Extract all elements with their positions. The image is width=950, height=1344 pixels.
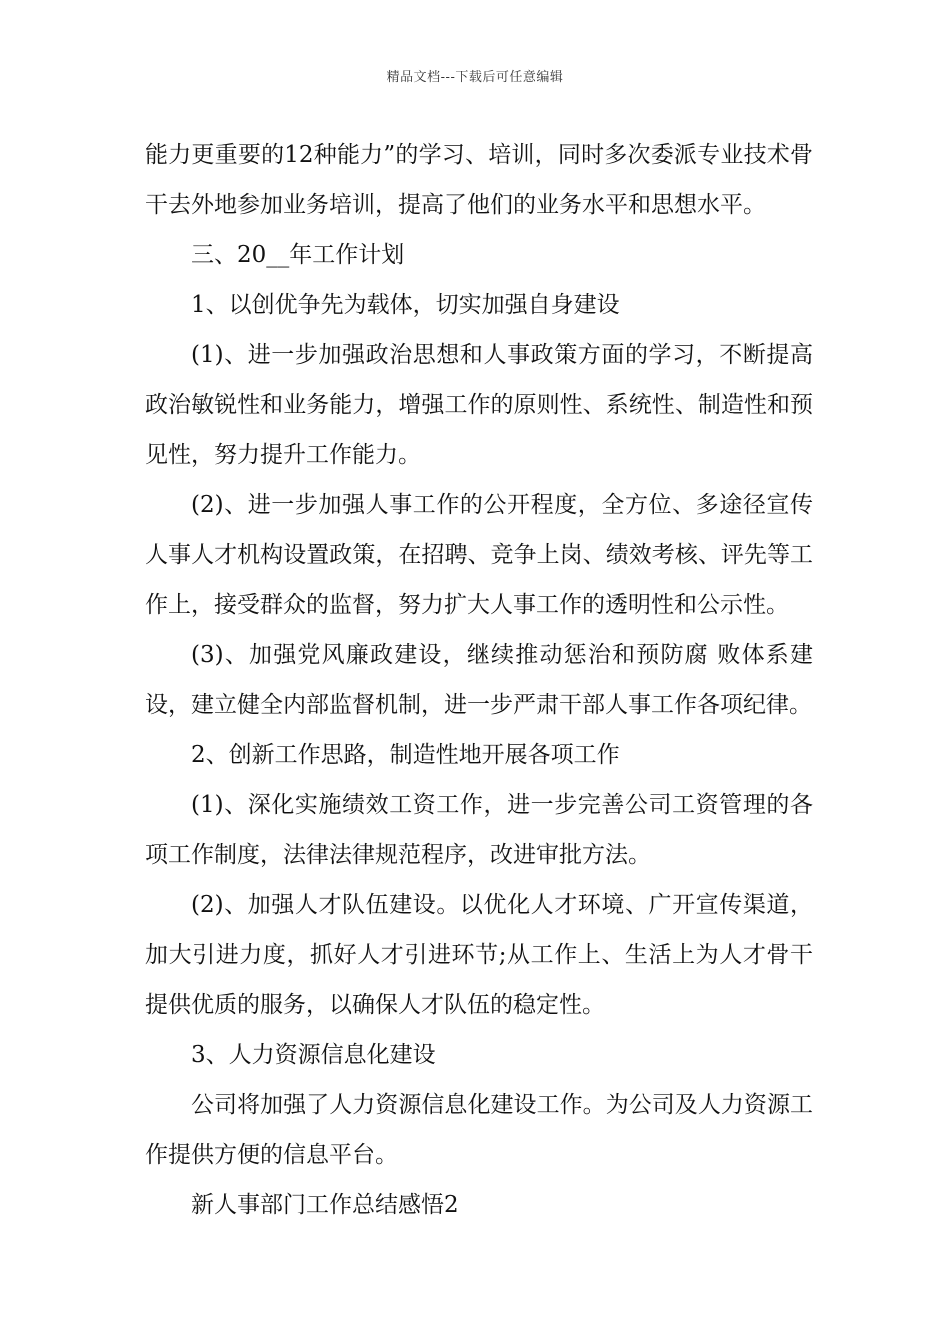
subheading-innovation: 2、创新工作思路，制造性地开展各项工作	[191, 742, 620, 768]
subheading-hr-informatization: 3、人力资源信息化建设	[191, 1042, 436, 1068]
paragraph-item-2-2: (2)、加强人才队伍建设。以优化人才环境、广开宣传渠道，加大引进力度，抓好人才引进环节;从工作上、生活上为人才骨干提供优质的服务，以确保人才队伍的稳定性。	[145, 892, 813, 1018]
paragraph-item-2-1: (1)、深化实施绩效工资工作，进一步完善公司工资管理的各项工作制度，法律法律规范程序，改进审批方法。	[145, 792, 813, 868]
paragraph-item-1-1: (1)、进一步加强政治思想和人事政策方面的学习，不断提高政治敏锐性和业务能力，增强工作的原则性、系统性、制造性和预见性，努力提升工作能力。	[145, 342, 813, 468]
section-title-summary-2: 新人事部门工作总结感悟2	[191, 1192, 459, 1218]
subheading-self-building: 1、以创优争先为载体，切实加强自身建设	[191, 292, 620, 318]
paragraph-item-1-2: (2)、进一步加强人事工作的公开程度，全方位、多途径宣传人事人才机构设置政策，在招聘、竞争上岗、绩效考核、评先等工作上，接受群众的监督，努力扩大人事工作的透明性和公示性。	[145, 492, 813, 618]
section-heading-work-plan: 三、20__年工作计划	[191, 242, 405, 268]
paragraph-continuation: 能力更重要的12种能力”的学习、培训，同时多次委派专业技术骨干去外地参加业务培训，提高了他们的业务水平和思想水平。	[145, 142, 813, 218]
paragraph-item-1-3: (3)、加强党风廉政建设，继续推动惩治和预防腐 败体系建设，建立健全内部监督机制，进一步严肃干部人事工作各项纪律。	[145, 642, 813, 718]
page-header: 精品文档---下载后可任意编辑	[386, 70, 564, 85]
document-body	[145, 130, 813, 1230]
paragraph-item-3: 公司将加强了人力资源信息化建设工作。为公司及人力资源工作提供方便的信息平台。	[145, 1092, 813, 1168]
